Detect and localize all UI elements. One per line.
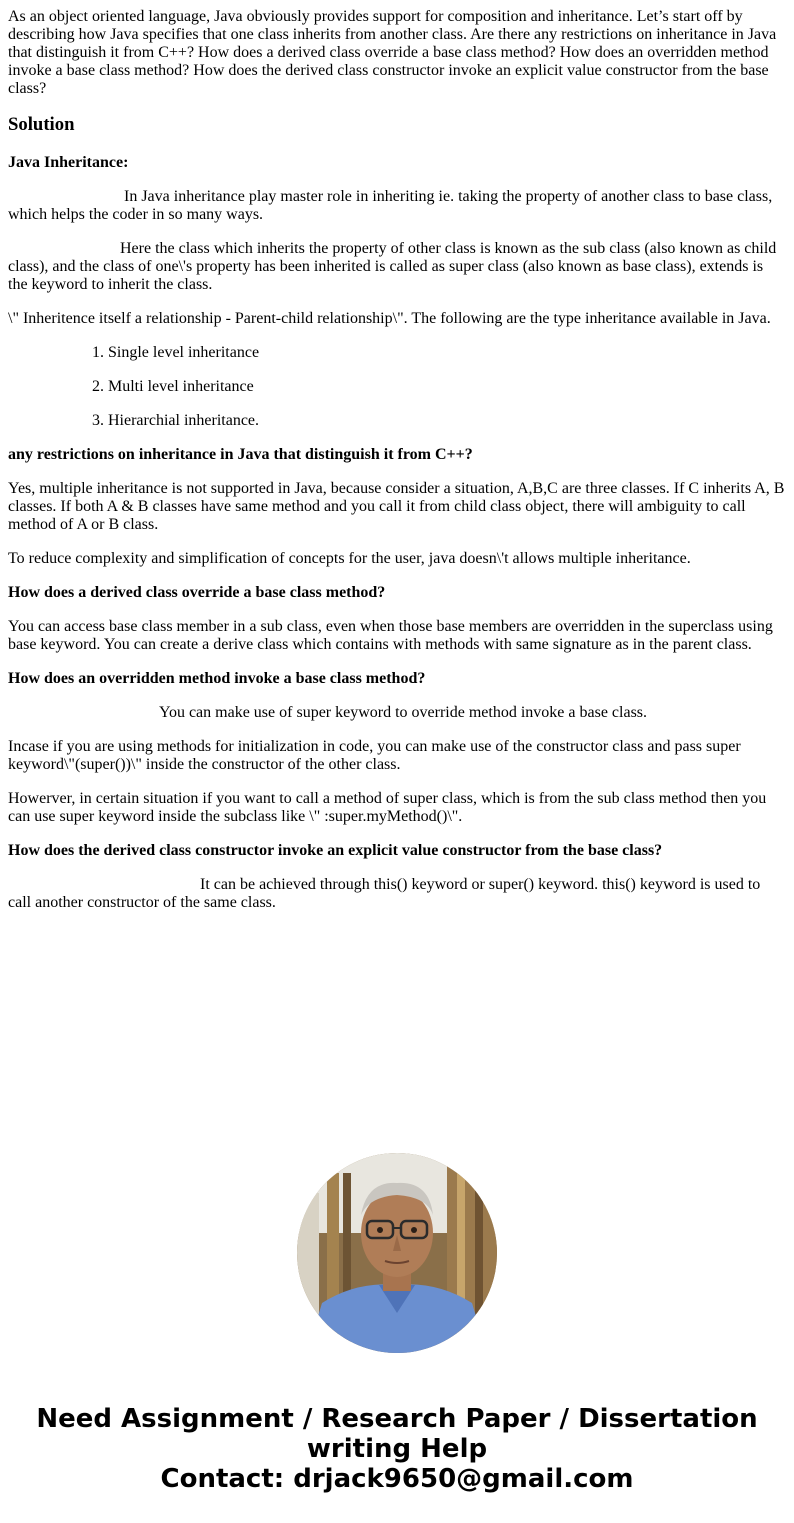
constructor-heading: How does the derived class constructor invoke an explicit value constructor from the base class? [8, 842, 663, 859]
paragraph-2 [8, 240, 786, 294]
author-avatar [297, 1153, 497, 1353]
constructor-paragraph [8, 876, 786, 912]
document-body [8, 8, 786, 928]
paragraph-3: \" Inheritence itself a relationship - Parent-child relationship\". The following are the type inheritance available in Java. [8, 310, 771, 327]
restrictions-heading: any restrictions on inheritance in Java that distinguish it from C++? [8, 446, 473, 463]
invoke-paragraph-1 [8, 704, 786, 722]
constructor-paragraph-text: It can be achieved through this() keyword or super() keyword. this() keyword is used to call another constructor of the same class. [8, 876, 761, 911]
paragraph-2-text: Here the class which inherits the property of other class is known as the sub class (also known as child class), and the class of one\'s property has been inherited is called as super class (also known as base class), extends is the keyword to inherit the class. [8, 240, 777, 293]
paragraph-1-text: In Java inheritance play master role in inheriting ie. taking the property of another class to base class, which helps the coder in so many ways. [8, 188, 773, 223]
override-heading: How does a derived class override a base class method? [8, 584, 386, 601]
type-item-3: 3. Hierarchial inheritance. [92, 412, 260, 429]
invoke-paragraph-2: Incase if you are using methods for initialization in code, you can make use of the constructor class and pass super keyword\"(super())\" inside the constructor of the other class. [8, 738, 741, 773]
invoke-paragraph-1-text: You can make use of super keyword to override method invoke a base class. [159, 704, 648, 721]
solution-heading: Solution [8, 114, 75, 135]
java-inheritance-heading: Java Inheritance: [8, 154, 129, 171]
type-item-2: 2. Multi level inheritance [92, 378, 254, 395]
author-photo-icon [297, 1153, 497, 1353]
invoke-paragraph-3: Howerver, in certain situation if you want to call a method of super class, which is from the sub class method then you can use super keyword inside the subclass like \" :super.myMethod()\". [8, 790, 767, 825]
footer-banner [0, 1404, 794, 1494]
paragraph-1 [8, 188, 786, 224]
restrictions-paragraph-2: To reduce complexity and simplification of concepts for the user, java doesn\'t allows multiple inheritance. [8, 550, 691, 567]
footer-line-1: Need Assignment / Research Paper / Dissertation writing Help [36, 1404, 758, 1464]
question-text: As an object oriented language, Java obviously provides support for composition and inheritance. Let’s start off by describing how Java specifies that one class inherits from another class. Are there any restrictions on inheritance in Java that distinguish it from C++? How does a derived class override a base class method? How does an overridden method invoke a base class method? How does the derived class constructor invoke an explicit value constructor from the base class? [8, 8, 777, 97]
override-paragraph: You can access base class member in a sub class, even when those base members are overridden in the superclass using base keyword. You can create a derive class which contains with methods with same signature as in the parent class. [8, 618, 773, 653]
invoke-heading: How does an overridden method invoke a base class method? [8, 670, 426, 687]
footer-line-2: Contact: drjack9650@gmail.com [160, 1464, 634, 1494]
type-item-1: 1. Single level inheritance [92, 344, 260, 361]
restrictions-paragraph-1: Yes, multiple inheritance is not supported in Java, because consider a situation, A,B,C are three classes. If C inherits A, B classes. If both A & B classes have same method and you call it from child class object, there will ambiguity to call method of A or B class. [8, 480, 785, 533]
